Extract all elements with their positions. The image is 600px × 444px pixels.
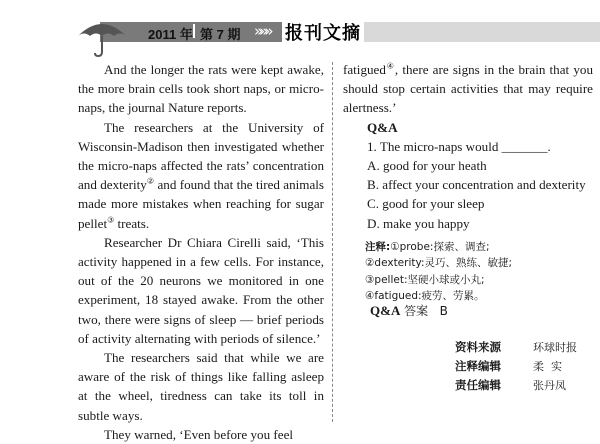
credit-row — [455, 338, 577, 357]
footnote-ref: ② — [146, 176, 155, 186]
paragraph-text: treats. — [114, 215, 150, 231]
quiz-question: 1. The micro-naps would _______. — [367, 138, 551, 154]
paragraph: And the longer the rats were kept awake, the more brain cells took short naps, or micro-naps, the journal Nature reports. — [78, 62, 324, 116]
issue-year: 2011 年 — [148, 27, 193, 42]
footnote-ref: ④ — [385, 61, 395, 71]
credit-key: 注释编辑 — [455, 359, 501, 373]
paragraph-text: The researchers at the University of Wisconsin-Madison then investigated whether the micro-naps affected the rats’ concentration and dexterity — [78, 119, 324, 193]
right-column — [343, 60, 593, 233]
credit-value: 柔 实 — [533, 360, 562, 373]
footnotes-label: 注释: — [365, 241, 391, 253]
masthead-bar — [0, 16, 600, 46]
answer-line — [370, 302, 448, 319]
issue-number: 第 7 期 — [200, 27, 241, 42]
column-divider — [332, 62, 333, 422]
footnote-ref: ③ — [107, 215, 115, 225]
answer-text: 答案 B — [400, 304, 448, 318]
credit-key: 责任编辑 — [455, 378, 501, 392]
footnote-item: ③pellet:坚硬小球或小丸; — [365, 273, 485, 286]
credit-key: 资料来源 — [455, 340, 501, 354]
paragraph-text: , there are signs in the brain that you should stop certain activities that may require alertness.’ — [343, 62, 593, 116]
section-title: 报刊文摘 — [282, 19, 364, 45]
header-separator — [193, 24, 195, 38]
footnote-item: ①probe:探索、调查; — [390, 241, 490, 253]
umbrella-icon — [74, 18, 130, 58]
credit-value: 环球时报 — [533, 341, 577, 354]
paragraph-text: and found that the tired animals made more mistakes when reaching for sugar pellet — [78, 177, 325, 231]
quiz-option: C. good for your sleep — [367, 196, 485, 212]
footnotes — [365, 239, 512, 305]
quiz-option: D. make you happy — [367, 215, 470, 231]
masthead-light-band — [358, 22, 600, 42]
left-column — [78, 60, 324, 444]
quiz-option: B. affect your concentration and dexterity — [367, 177, 586, 193]
paragraph — [343, 60, 593, 118]
paragraph-text: fatigued — [343, 62, 386, 77]
credit-value: 张丹凤 — [533, 379, 566, 392]
footnote-line — [365, 239, 512, 255]
paragraph: They warned, ‘Even before you feel — [104, 426, 294, 442]
chevron-right-icon: »»» — [254, 22, 270, 40]
quiz-option: A. good for your heath — [367, 158, 487, 174]
credit-row — [455, 376, 577, 395]
footnote-item: ④fatigued:疲劳、劳累。 — [365, 290, 485, 303]
credit-row — [455, 357, 577, 376]
answer-label: Q&A — [370, 303, 401, 318]
paragraph: Researcher Dr Chiara Cirelli said, ‘This activity happened in a few cells. For instance, out of the 20 neurons we monitored in one experiment, 18 stayed awake. From the other two, there were signs of sleep — brief periods of activity alternating with periods of silence.’ — [78, 234, 324, 346]
footnote-item: ②dexterity:灵巧、熟练、敏捷; — [365, 257, 513, 270]
qa-heading: Q&A — [367, 119, 398, 135]
credits — [455, 338, 577, 395]
paragraph — [78, 118, 324, 233]
paragraph: The researchers said that while we are aware of the risk of things like falling asleep at the wheel, tiredness can take its toll in subtle ways. — [78, 350, 324, 423]
